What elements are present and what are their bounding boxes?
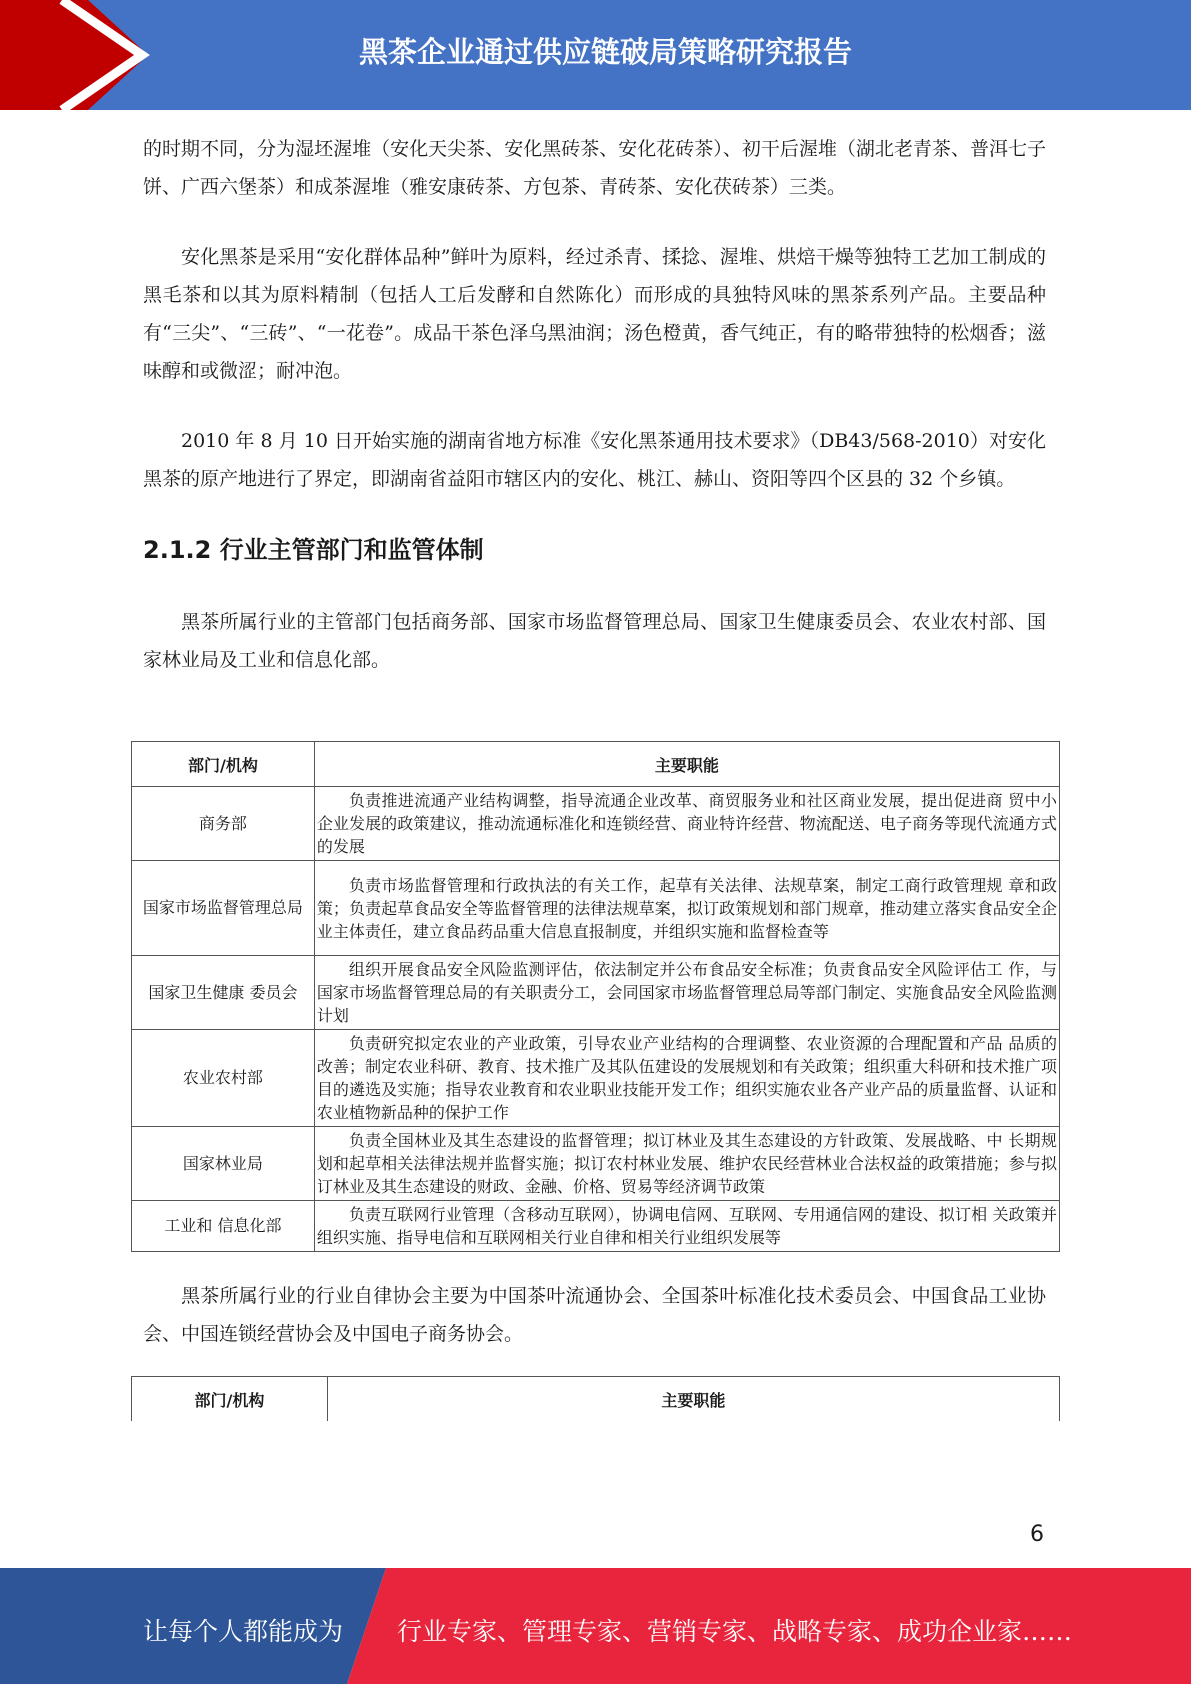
page-footer: [0, 1568, 1191, 1684]
table-header-row: [132, 1377, 1060, 1422]
table-row: [132, 787, 1060, 861]
column-header-dept: 部门/机构: [132, 1377, 328, 1422]
table-row: [132, 1127, 1060, 1201]
section-title: 2.1.2 行业主管部门和监管体制: [143, 536, 484, 564]
table-header-row: [132, 742, 1060, 787]
body-content-2: [143, 1277, 1046, 1385]
page-header: [0, 0, 1191, 110]
duty-cell: 负责市场监督管理和行政执法的有关工作，起草有关法律、法规草案，制定工商行政管理规 章和政策；负责起草食品安全等监督管理的法律法规草案，拟订政策规划和部门规章，推动建立落实食品安全企业主体责任，建立食品药品重大信息直报制度，并组织实施和监督检查等: [314, 861, 1059, 956]
paragraph-1: 的时期不同，分为湿坯渥堆（安化天尖茶、安化黑砖茶、安化花砖茶）、初干后渥堆（湖北老青茶、普洱七子饼、广西六堡茶）和成茶渥堆（雅安康砖茶、方包茶、青砖茶、安化茯砖茶）三类。: [143, 138, 1046, 198]
regulator-table: [131, 741, 1060, 1252]
column-header-duty: 主要职能: [314, 742, 1059, 787]
body-content: [143, 130, 1046, 711]
paragraph-2: 安化黑茶是采用“安化群体品种”鲜叶为原料，经过杀青、揉捻、渥堆、烘焙干燥等独特工艺加工制成的黑毛茶和以其为原料精制（包括人工后发酵和自然陈化）而形成的具独特风味的黑茶系列产品。主要品种有“三尖”、“三砖”、“一花卷”。成品干茶色泽乌黑油润；汤色橙黄，香气纯正，有的略带独特的松烟香；滋味醇和或微涩；耐冲泡。: [143, 246, 1046, 382]
association-table: [131, 1376, 1060, 1421]
paragraph-5: 黑茶所属行业的行业自律协会主要为中国茶叶流通协会、全国茶叶标准化技术委员会、中国食品工业协会、中国连锁经营协会及中国电子商务协会。: [143, 1285, 1046, 1345]
table-row: [132, 1030, 1060, 1127]
footer-slogan-right: 行业专家、管理专家、营销专家、战略专家、成功企业家……: [397, 1617, 1073, 1646]
column-header-dept: 部门/机构: [132, 742, 315, 787]
dept-cell: 工业和 信息化部: [132, 1201, 315, 1252]
column-header-duty: 主要职能: [327, 1377, 1059, 1422]
paragraph-4: 黑茶所属行业的主管部门包括商务部、国家市场监督管理总局、国家卫生健康委员会、农业农村部、国家林业局及工业和信息化部。: [143, 611, 1046, 671]
dept-cell: 商务部: [132, 787, 315, 861]
duty-cell: 负责研究拟定农业的产业政策，引导农业产业结构的合理调整、农业资源的合理配置和产品 品质的改善；制定农业科研、教育、技术推广及其队伍建设的发展规划和有关政策；组织重大科研和技术推广项目的遴选及实施；指导农业教育和农业职业技能开发工作；组织实施农业各产业产品的质量监督、认证和农业植物新品种的保护工作: [314, 1030, 1059, 1127]
table-row: [132, 1201, 1060, 1252]
dept-cell: 国家市场监督管理总局: [132, 861, 315, 956]
footer-slogan-left: 让每个人都能成为: [143, 1617, 344, 1646]
page-number: 6: [1030, 1522, 1044, 1547]
dept-cell: 农业农村部: [132, 1030, 315, 1127]
duty-cell: 组织开展食品安全风险监测评估，依法制定并公布食品安全标准；负责食品安全风险评估工 作，与国家市场监督管理总局的有关职责分工，会同国家市场监督管理总局等部门制定、实施食品安全风险监测计划: [314, 956, 1059, 1030]
paragraph-3: 2010 年 8 月 10 日开始实施的湖南省地方标准《安化黑茶通用技术要求》（DB43/568-2010）对安化黑茶的原产地进行了界定，即湖南省益阳市辖区内的安化、桃江、赫山、资阳等四个区县的 32 个乡镇。: [143, 430, 1046, 490]
report-title: 黑茶企业通过供应链破局策略研究报告: [358, 35, 852, 69]
table-row: [132, 956, 1060, 1030]
dept-cell: 国家卫生健康 委员会: [132, 956, 315, 1030]
duty-cell: 负责互联网行业管理（含移动互联网），协调电信网、互联网、专用通信网的建设、拟订相 关政策并组织实施、指导电信和互联网相关行业自律和相关行业组织发展等: [314, 1201, 1059, 1252]
duty-cell: 负责推进流通产业结构调整，指导流通企业改革、商贸服务业和社区商业发展，提出促进商 贸中小企业发展的政策建议，推动流通标准化和连锁经营、商业特许经营、物流配送、电子商务等现代流通方式的发展: [314, 787, 1059, 861]
duty-cell: 负责全国林业及其生态建设的监督管理；拟订林业及其生态建设的方针政策、发展战略、中 长期规划和起草相关法律法规并监督实施；拟订农村林业发展、维护农民经营林业合法权益的政策措施；参与拟订林业及其生态建设的财政、金融、价格、贸易等经济调节政策: [314, 1127, 1059, 1201]
table-row: [132, 861, 1060, 956]
dept-cell: 国家林业局: [132, 1127, 315, 1201]
